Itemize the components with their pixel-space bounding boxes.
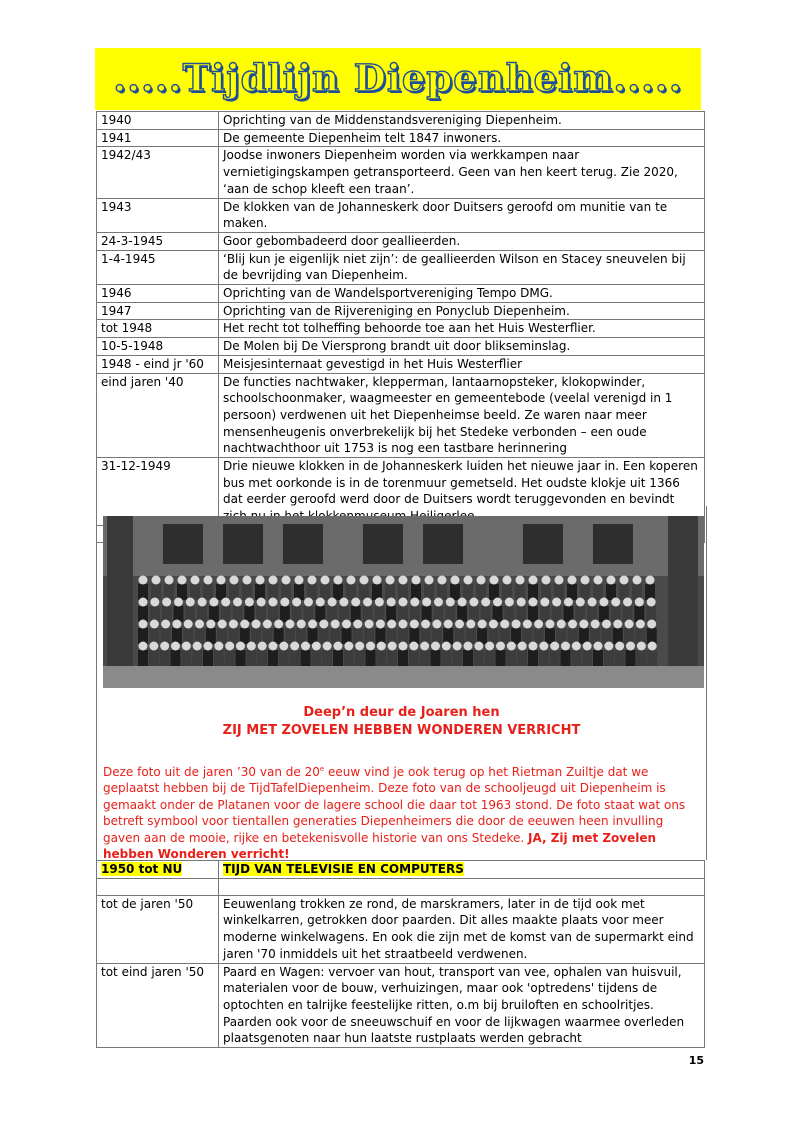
empty-row — [97, 878, 705, 895]
table-row — [97, 232, 705, 250]
timeline-event: ‘Blij kun je eigenlijk niet zijn’: de geallieerden Wilson en Stacey sneuvelen bij de bevrijding van Diepenheim. — [219, 250, 705, 284]
timeline-year: 1-4-1945 — [97, 250, 219, 284]
era-heading: TIJD VAN TELEVISIE EN COMPUTERS — [223, 862, 464, 876]
timeline-event: Oprichting van de Middenstandsvereniging Diepenheim. — [219, 112, 705, 130]
table-row — [97, 250, 705, 284]
table-row: tot de jaren '50 Eeuwenlang trokken ze rond, de marskramers, later in de tijd ook met winkelkarren, getrokken door paarden. Dit alles maakte plaats voor meer moderne winkelwagens. En ook die zijn met de komst van de supermarkt eind jaren '70 inmiddels uit het straatbeeld verdwenen. — [97, 895, 705, 963]
timeline-event: Het recht tot tolheffing behoorde toe aan het Huis Westerflier. — [219, 320, 705, 338]
table-row — [97, 129, 705, 147]
table-row — [97, 320, 705, 338]
timeline-year: 1941 — [97, 129, 219, 147]
timeline-event: Goor gebombadeerd door geallieerden. — [219, 232, 705, 250]
table-row — [97, 355, 705, 373]
timeline-year: 1947 — [97, 302, 219, 320]
era-header-row — [97, 861, 705, 879]
timeline-event: De Molen bij De Viersprong brandt uit door blikseminslag. — [219, 338, 705, 356]
timeline-event: Oprichting van de Wandelsportvereniging Tempo DMG. — [219, 285, 705, 303]
table-row: tot eind jaren '50 Paard en Wagen: vervoer van hout, transport van vee, ophalen van huisvuil, materialen voor de bouw, verhuizingen, maar ook 'optredens' tijdens de optochten en talrijke feestelijke ritten, o.m bij bruiloften en schoolritjes. Paarden ook voor de sneeuwschuif en voor de lijkwagen waarmee overleden plaatsgenoten naar hun laatste rustplaats werden gebracht — [97, 963, 705, 1048]
timeline-year: eind jaren '40 — [97, 373, 219, 458]
table-row — [97, 112, 705, 130]
timeline-event: De functies nachtwaker, klepperman, lantaarnopsteker, klokopwinder, schoolschoonmaker, waagmeester en gemeentebode (veelal verenigd in 1 persoon) verdwenen uit het Diepenheimse beeld. Ze waren naar meer mensenheugenis onverbrekelijk bij het Stedeke verbonden – een oude nachtwachthoor uit 1753 is nog een tastbare herinnering — [219, 373, 705, 458]
timeline-table — [96, 111, 705, 543]
timeline-year: 1948 - eind jr '60 — [97, 355, 219, 373]
timeline-event: Meisjesinternaat gevestigd in het Huis Westerflier — [219, 355, 705, 373]
era-period: 1950 tot NU — [101, 862, 183, 876]
title-banner — [95, 48, 701, 110]
photo-caption-title: Deep’n deur de Joaren hen — [303, 705, 500, 720]
table-row — [97, 285, 705, 303]
photo-section — [96, 506, 707, 860]
page-title: .....Tijdlijn Diepenheim..... — [113, 56, 683, 100]
table-row — [97, 147, 705, 198]
timeline-year: 24-3-1945 — [97, 232, 219, 250]
school-class-photo — [103, 516, 704, 688]
table-row — [97, 302, 705, 320]
timeline-event: Oprichting van de Rijvereniging en Ponyclub Diepenheim. — [219, 302, 705, 320]
timeline-event: Drie nieuwe klokken in de Johanneskerk luiden het nieuwe jaar in. Een koperen bus met oorkonde is in de torenmuur gemetseld. Het oudste klokje uit 1366 dat eerder geroofd werd door de Duitsers wordt teruggevonden en bevindt — [219, 458, 705, 526]
table-row — [97, 338, 705, 356]
era-table — [96, 860, 705, 1048]
photo-description: Deze foto uit de jaren ’30 van de 20e eeuw vind je ook terug op het Rietman Zuiltje dat we geplaatst hebben bij de TijdTafelDiepenheim. Deze foto van de schooljeugd uit Diepenheim is gemaakt onder de Platanen voor de lagere school die daar tot 1963 stond. De foto staat wat ons betreft symbool voor tientallen generaties Diepenheimers die door de eeuwen heen invulling gaven aan de mooie, rijke en betekenisvolle historie van ons Stedeke. JA, Zij met Zovelen hebben Wonderen verricht! — [103, 765, 686, 862]
timeline-year: 31-12-1949 — [97, 458, 219, 526]
timeline-event: Joodse inwoners Diepenheim worden via werkkampen naar vernietigingskampen getransporteerd. Geen van hen keert terug. Zie 2020, ‘aan de schop kleeft een traan’. — [219, 147, 705, 198]
timeline-year: 1946 — [97, 285, 219, 303]
table-row — [97, 198, 705, 232]
timeline-event: De gemeente Diepenheim telt 1847 inwoners. — [219, 129, 705, 147]
timeline-year: 1942/43 — [97, 147, 219, 198]
timeline-year: tot 1948 — [97, 320, 219, 338]
timeline-event: De klokken van de Johanneskerk door Duitsers geroofd om munitie van te maken. — [219, 198, 705, 232]
timeline-year: 10-5-1948 — [97, 338, 219, 356]
timeline-year: 1940 — [97, 112, 219, 130]
page-number: 15 — [688, 1054, 704, 1067]
table-row — [97, 373, 705, 458]
timeline-year: 1943 — [97, 198, 219, 232]
photo-caption-subtitle: ZIJ MET ZOVELEN HEBBEN WONDEREN VERRICHT — [222, 723, 581, 738]
